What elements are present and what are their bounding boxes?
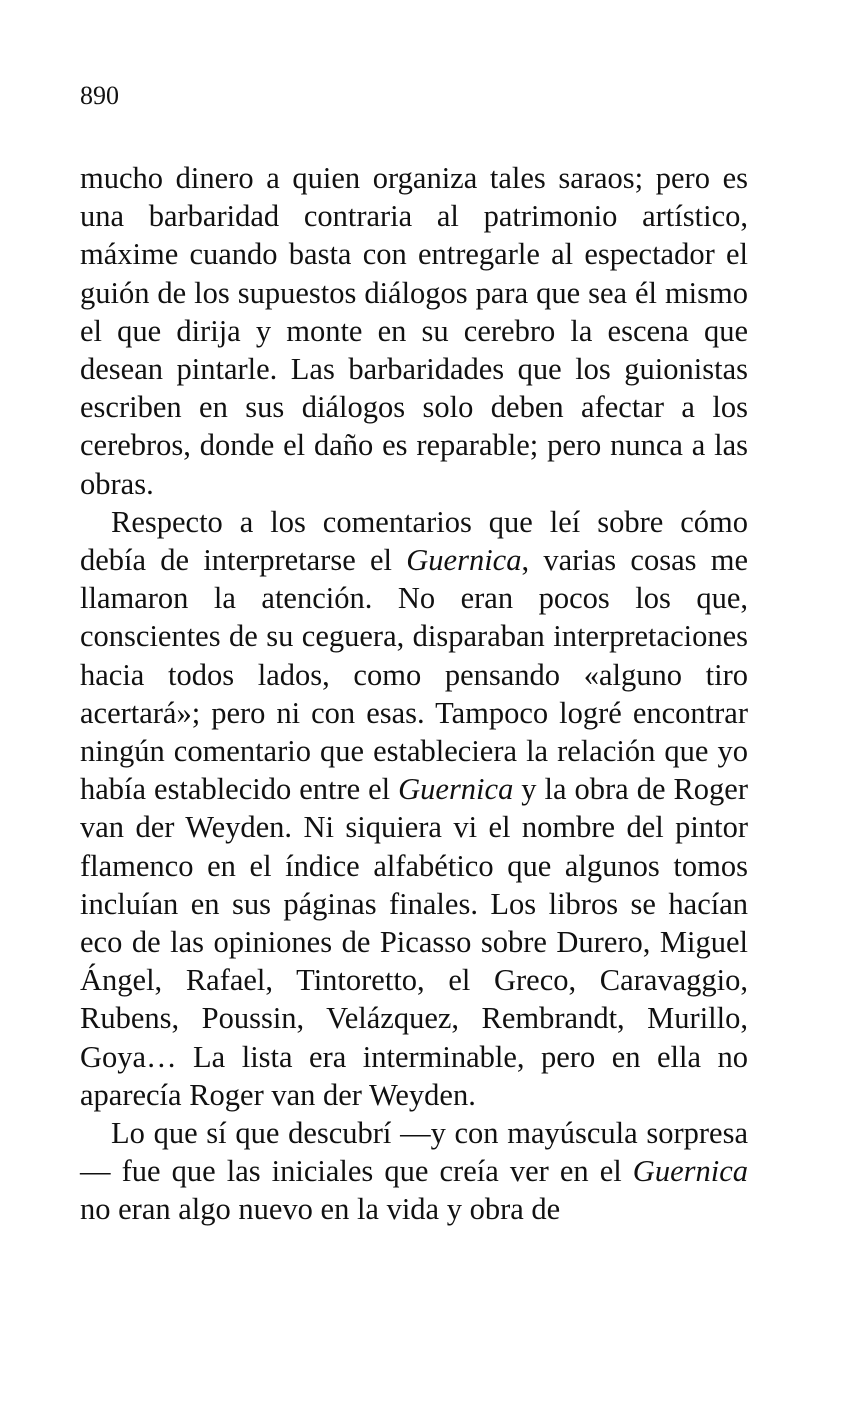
paragraph-1 (80, 159, 748, 503)
title-guernica: Guernica (398, 772, 514, 807)
page-number: 890 (80, 81, 119, 110)
book-page (80, 0, 748, 1417)
paragraph-2-text-b: , varias cosas me llamaron la atención. No eran pocos los que, conscientes de su ceguera, disparaban interpretaciones hacia todos lados, como pensando «alguno tiro acertará»; pero ni con esas. Tampoco logré encontrar ningún comentario que estableciera la relación que yo había establecido entre el (80, 543, 748, 807)
paragraph-2-text-c: y la obra de Roger van der Weyden. Ni siquiera vi el nombre del pintor flamenco en el índice alfabético que algunos tomos incluían en sus páginas finales. Los libros se hacían eco de las opiniones de Picasso sobre Durero, Miguel Ángel, Rafael, Tintoretto, el Greco, Caravaggio, Rubens, Poussin, Velázquez, Rembrandt, Murillo, Goya… La lista era interminable, pero en ella no aparecía Roger van der Weyden. (80, 772, 748, 1112)
paragraph-3 (80, 1114, 748, 1229)
paragraph-2-text-a: Respecto a los comentarios que leí sobre cómo debía de interpretarse el (80, 504, 748, 578)
paragraph-3-text-a: Lo que sí que descubrí —y con mayúscula sorpresa— fue que las iniciales que creía ver en el (80, 1116, 748, 1189)
body-text (80, 159, 748, 1229)
paragraph-1-text: mucho dinero a quien organiza tales saraos; pero es una barbaridad contraria al patrimonio artístico, máxime cuando basta con entregarle al espectador el guión de los supuestos diálogos para que sea él mismo el que dirija y monte en su cerebro la escena que desean pintarle. Las barbaridades que los guionistas escriben en sus diálogos solo deben afectar a los cerebros, donde el daño es reparable; pero nunca a las obras. (80, 161, 748, 501)
title-guernica: Guernica (632, 1154, 748, 1189)
paragraph-3-text-b: no eran algo nuevo en la vida y obra de (80, 1192, 561, 1227)
paragraph-2 (80, 503, 748, 1114)
title-guernica: Guernica (406, 543, 522, 578)
